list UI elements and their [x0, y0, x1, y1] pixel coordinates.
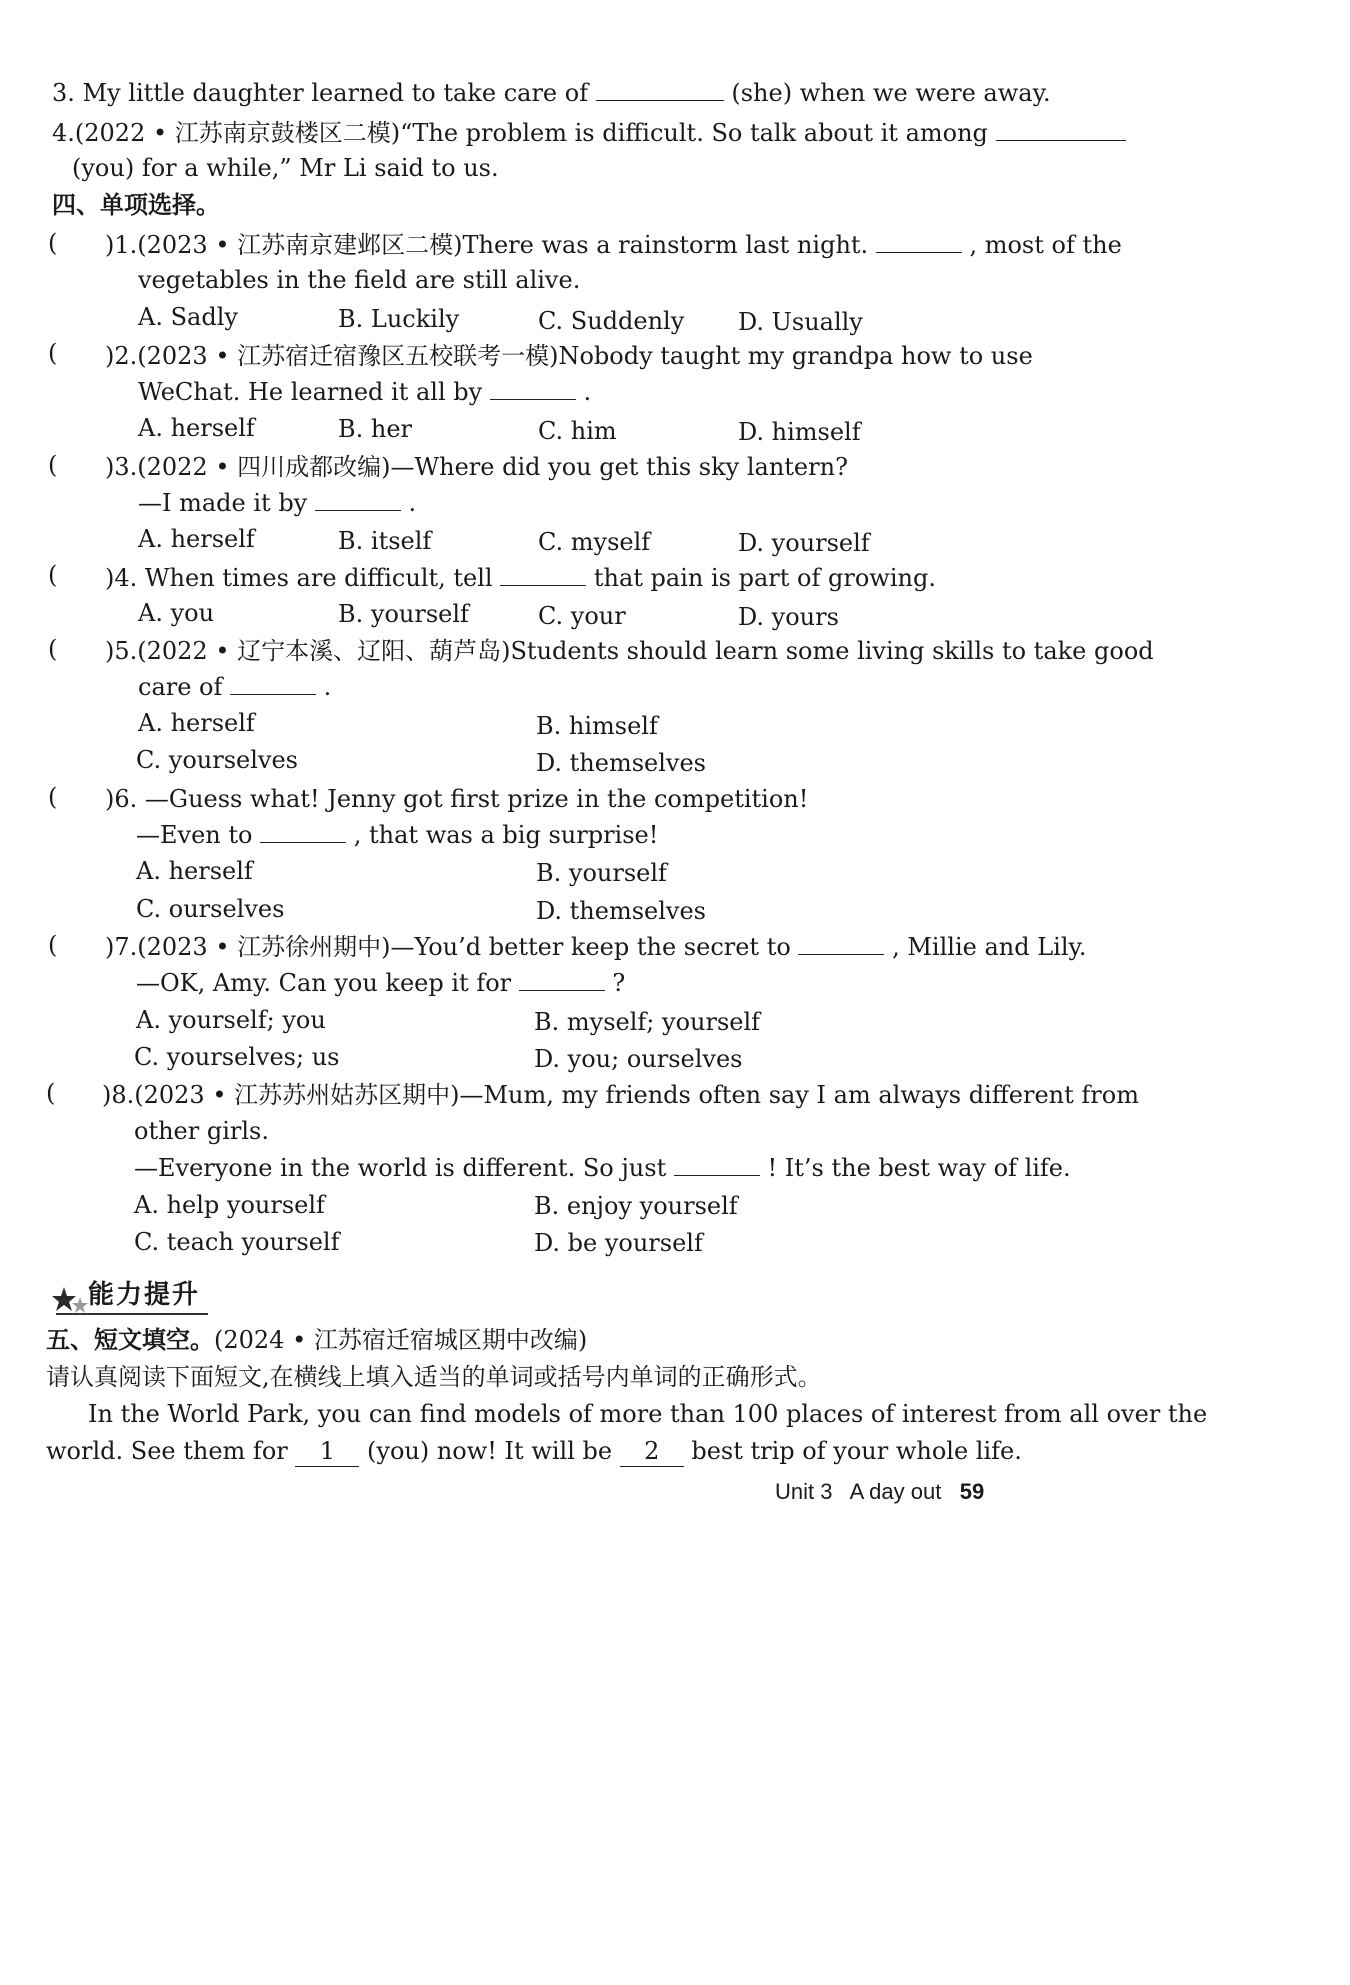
question-text: —I made it by: [138, 489, 308, 517]
mc-question-8: )8.(2023 • 江苏苏州姑苏区期中)—Mum, my friends often say I am always different from: [102, 1081, 1139, 1109]
question-text: )7.(2023 • 江苏徐州期中)—You’d better keep the secret to: [105, 933, 791, 961]
answer-blank: [315, 488, 401, 511]
answer-paren[interactable]: (: [48, 635, 58, 663]
option-b[interactable]: B. yourself: [338, 600, 469, 628]
answer-blank: [230, 672, 316, 695]
question-text: —Even to: [136, 821, 253, 849]
mc-question-1: [105, 230, 1122, 260]
mc-question-5: )5.(2022 • 辽宁本溪、辽阳、葫芦岛)Students should learn some living skills to take good: [105, 637, 1154, 665]
question-text-after: .: [583, 378, 592, 406]
option-d[interactable]: D. themselves: [536, 749, 706, 777]
question-text: care of: [138, 673, 223, 701]
option-a[interactable]: A. herself: [138, 525, 255, 553]
option-b[interactable]: B. itself: [338, 527, 432, 555]
mc-question-3-line2: [138, 488, 416, 518]
fill-in-item-3: [52, 78, 1051, 108]
option-a[interactable]: A. help yourself: [134, 1191, 325, 1219]
question-text-after: ?: [612, 969, 626, 997]
mc-question-8-line2: other girls.: [134, 1117, 269, 1145]
passage-text: world. See them for: [46, 1437, 288, 1465]
answer-paren[interactable]: (: [48, 339, 58, 367]
item-3-text-after: (she) when we were away.: [731, 79, 1051, 107]
option-a[interactable]: A. herself: [136, 857, 253, 885]
mc-question-8-line3: [134, 1153, 1071, 1183]
answer-paren[interactable]: (: [48, 931, 58, 959]
question-text-after: that pain is part of growing.: [593, 564, 936, 592]
answer-blank: [490, 377, 576, 400]
answer-paren[interactable]: (: [48, 229, 58, 257]
item-3-text: 3. My little daughter learned to take care of: [52, 79, 589, 107]
option-a[interactable]: A. herself: [138, 709, 255, 737]
option-b[interactable]: B. myself; yourself: [534, 1008, 761, 1036]
option-c[interactable]: C. him: [538, 417, 617, 445]
footer: [775, 1479, 984, 1505]
mc-question-7: [105, 932, 1087, 962]
section-5-source: (2024 • 江苏宿迁宿城区期中改编): [214, 1326, 588, 1354]
passage-line-1: In the World Park, you can find models of more than 100 places of interest from all over the: [88, 1400, 1208, 1428]
question-text-after: , Millie and Lily.: [892, 933, 1087, 961]
question-text: )1.(2023 • 江苏南京建邺区二模)There was a rainstorm last night.: [105, 231, 869, 259]
option-d[interactable]: D. himself: [738, 418, 861, 446]
option-d[interactable]: D. yourself: [738, 529, 870, 557]
question-text: )4. When times are difficult, tell: [105, 564, 493, 592]
option-d[interactable]: D. Usually: [738, 308, 863, 336]
question-text-after: .: [408, 489, 417, 517]
fill-in-item-4: [52, 118, 1126, 148]
answer-blank: [500, 563, 586, 586]
mc-question-3: )3.(2022 • 四川成都改编)—Where did you get this sky lantern?: [105, 453, 848, 481]
option-d[interactable]: D. you; ourselves: [534, 1045, 743, 1073]
option-b[interactable]: B. yourself: [536, 859, 667, 887]
option-b[interactable]: B. Luckily: [338, 305, 460, 333]
option-a[interactable]: A. herself: [138, 414, 255, 442]
passage-line-2: [46, 1436, 1022, 1467]
answer-paren[interactable]: (: [48, 783, 58, 811]
passage-text: best trip of your whole life.: [691, 1437, 1022, 1465]
mc-question-2: )2.(2023 • 江苏宿迁宿豫区五校联考一模)Nobody taught my grandpa how to use: [105, 342, 1033, 370]
question-text-after: .: [323, 673, 332, 701]
banner-underline: [56, 1313, 208, 1315]
answer-paren[interactable]: (: [46, 1079, 56, 1107]
option-d[interactable]: D. be yourself: [534, 1229, 703, 1257]
question-text: —Everyone in the world is different. So just: [134, 1154, 667, 1182]
answer-blank: [798, 932, 884, 955]
answer-blank: [674, 1153, 760, 1176]
mc-question-6-line2: [136, 820, 658, 850]
answer-paren[interactable]: (: [48, 451, 58, 479]
option-d[interactable]: D. yours: [738, 603, 839, 631]
section-5-instruction: 请认真阅读下面短文,在横线上填入适当的单词或括号内单词的正确形式。: [46, 1363, 822, 1391]
section-4-title: 四、单项选择。: [52, 191, 220, 219]
option-d[interactable]: D. themselves: [536, 897, 706, 925]
option-c[interactable]: C. ourselves: [136, 895, 285, 923]
ability-banner-title: 能力提升: [88, 1280, 201, 1310]
passage-blank-1[interactable]: 1: [295, 1436, 359, 1467]
question-text-after: , most of the: [969, 231, 1122, 259]
option-b[interactable]: B. her: [338, 415, 413, 443]
question-text-after: , that was a big surprise!: [353, 821, 659, 849]
answer-paren[interactable]: (: [48, 561, 58, 589]
question-text-line2: vegetables in the field are still alive.: [138, 266, 581, 294]
option-c[interactable]: C. yourselves; us: [134, 1043, 340, 1071]
option-b[interactable]: B. enjoy yourself: [534, 1192, 738, 1220]
mc-question-6: )6. —Guess what! Jenny got first prize in the competition!: [105, 785, 809, 813]
passage-blank-2[interactable]: 2: [620, 1436, 684, 1467]
answer-blank[interactable]: [996, 118, 1126, 141]
answer-blank: [519, 968, 605, 991]
mc-question-4: [105, 563, 936, 593]
option-c[interactable]: C. teach yourself: [134, 1228, 340, 1256]
option-c[interactable]: C. Suddenly: [538, 307, 685, 335]
answer-blank[interactable]: [596, 78, 724, 101]
question-text: WeChat. He learned it all by: [138, 378, 483, 406]
passage-text: (you) now! It will be: [367, 1437, 613, 1465]
page-number: 59: [959, 1479, 985, 1504]
option-a[interactable]: A. yourself; you: [136, 1006, 326, 1034]
answer-blank: [876, 230, 962, 253]
option-c[interactable]: C. yourselves: [136, 746, 298, 774]
item-4-text: 4.(2022 • 江苏南京鼓楼区二模)“The problem is difficult. So talk about it among: [52, 119, 988, 147]
fill-in-item-4-line2: (you) for a while,” Mr Li said to us.: [72, 154, 499, 182]
option-a[interactable]: A. you: [138, 599, 215, 627]
mc-question-2-line2: [138, 377, 591, 407]
mc-question-7-line2: [136, 968, 625, 998]
question-text: —OK, Amy. Can you keep it for: [136, 969, 512, 997]
footer-unit: Unit 3: [775, 1479, 833, 1504]
option-c[interactable]: C. myself: [538, 528, 651, 556]
section-5-heading: [46, 1325, 587, 1355]
question-text-after: ! It’s the best way of life.: [767, 1154, 1071, 1182]
section-5-title: 五、短文填空。: [46, 1326, 214, 1354]
mc-question-5-line2: [138, 672, 331, 702]
option-b[interactable]: B. himself: [536, 712, 658, 740]
option-a[interactable]: A. Sadly: [138, 303, 238, 331]
footer-title: A day out: [849, 1479, 942, 1504]
option-c[interactable]: C. your: [538, 602, 626, 630]
answer-blank: [260, 820, 346, 843]
